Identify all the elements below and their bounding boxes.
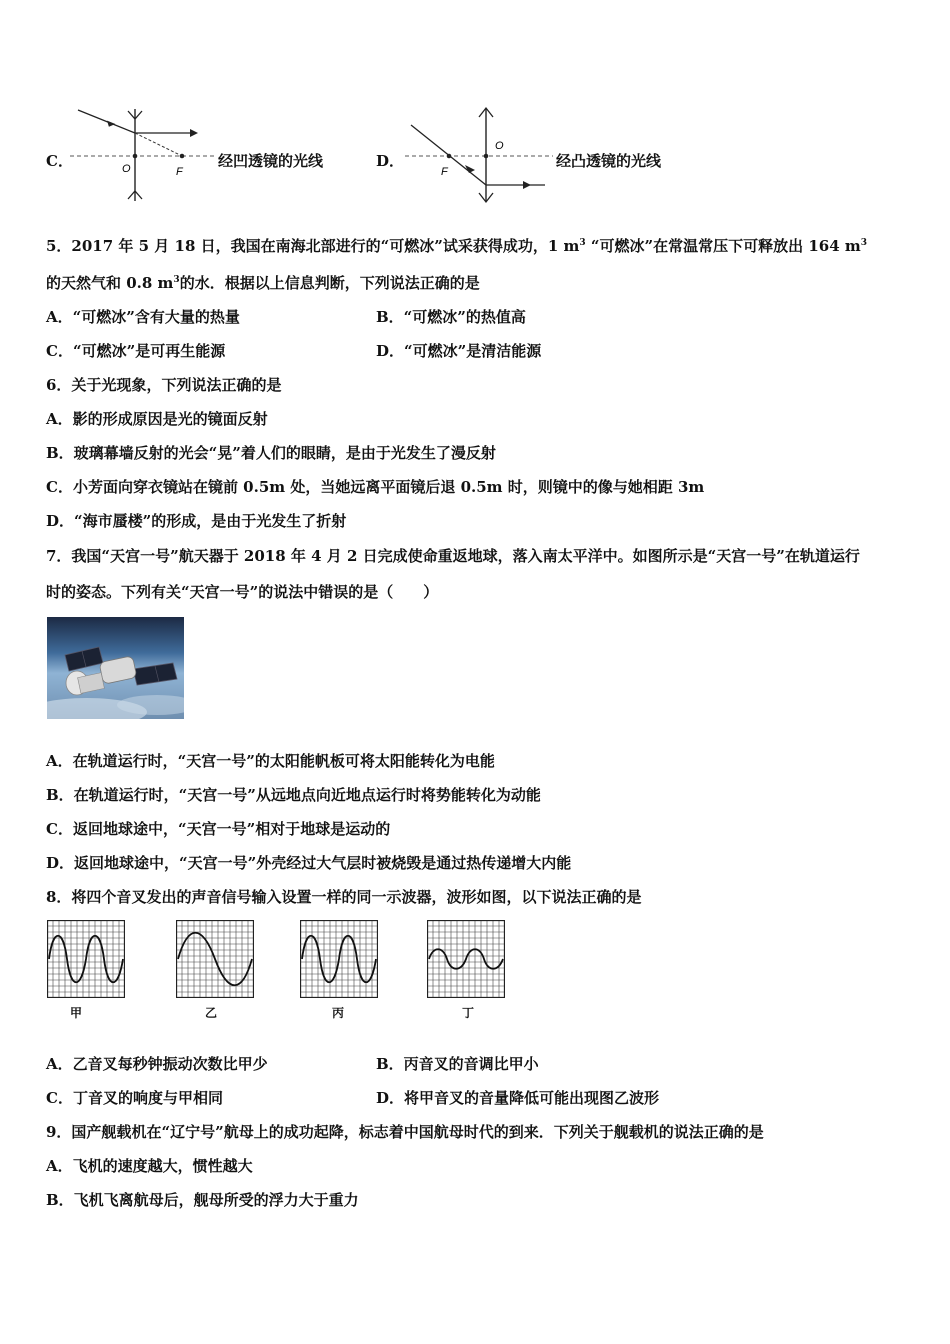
label-jia: 甲	[70, 1006, 83, 1020]
extension-line	[135, 133, 182, 156]
q8-option-b: B．丙音叉的音调比甲小	[376, 1055, 539, 1073]
oscilloscope-ding	[427, 920, 505, 998]
waveform	[429, 949, 503, 969]
q7-option-c: C．返回地球途中，“天宫一号”相对于地球是运动的	[46, 820, 391, 838]
waveform	[302, 936, 376, 983]
q5-option-c: C．“可燃冰”是可再生能源	[46, 342, 226, 360]
q5-option-d: D．“可燃冰”是清洁能源	[376, 342, 542, 360]
q5-stem-line2: 的天然气和 0.8 $m^3$的水．根据以上信息判断，下列说法正确的是	[46, 274, 480, 292]
q4-option-d-caption: 经凸透镜的光线	[556, 152, 662, 170]
q6-option-a: A．影的形成原因是光的镜面反射	[46, 410, 268, 428]
q4-option-c-letter: C．	[46, 152, 73, 170]
q8-option-a: A．乙音叉每秒钟振动次数比甲少	[46, 1055, 268, 1073]
incident-ray	[78, 110, 135, 133]
q7-stem-line2: 时的姿态。下列有关“天宫一号”的说法中错误的是（ ）	[46, 583, 439, 601]
q4-option-c-caption: 经凹透镜的光线	[218, 152, 324, 170]
q6-option-d: D．“海市蜃楼”的形成，是由于光发生了折射	[46, 512, 347, 530]
tiangong-photo	[47, 617, 184, 719]
q5-option-a: A．“可燃冰”含有大量的热量	[46, 308, 240, 326]
oscilloscope-bing	[300, 920, 378, 998]
q5-option-b: B．“可燃冰”的热值高	[376, 308, 526, 326]
q4-option-d-letter: D．	[376, 152, 405, 170]
point-f-label: F	[176, 166, 183, 178]
point-f-label: F	[441, 166, 448, 178]
oscilloscope-yi	[176, 920, 254, 998]
q9-option-a: A．飞机的速度越大，惯性越大	[46, 1157, 253, 1175]
label-yi: 乙	[205, 1006, 218, 1020]
q7-option-a: A．在轨道运行时，“天宫一号”的太阳能帆板可将太阳能转化为电能	[46, 752, 495, 770]
waveform	[178, 933, 252, 986]
q6-option-b: B．玻璃幕墙反射的光会“晃”着人们的眼睛，是由于光发生了漫反射	[46, 444, 496, 462]
label-bing: 丙	[332, 1006, 345, 1020]
q5-stem-line1: 5．2017 年 5 月 18 日，我国在南海北部进行的“可燃冰”试采获得成功，1 $m^3$ “可燃冰”在常温常压下可释放出 164 $m^3$	[46, 237, 868, 255]
oscilloscope-jia	[47, 920, 125, 998]
q7-option-b: B．在轨道运行时，“天宫一号”从远地点向近地点运行时将势能转化为动能	[46, 786, 541, 804]
q7-option-d: D．返回地球途中，“天宫一号”外壳经过大气层时被烧毁是通过热传递增大内能	[46, 854, 572, 872]
waveform	[49, 936, 123, 983]
point-o-label: O	[122, 163, 131, 175]
q7-stem-line1: 7．我国“天宫一号”航天器于 2018 年 4 月 2 日完成使命重返地球，落入南太平洋中。如图所示是“天宫一号”在轨道运行	[46, 547, 860, 565]
q9-stem: 9．国产舰载机在“辽宁号”航母上的成功起降，标志着中国航母时代的到来．下列关于舰载机的说法正确的是	[46, 1123, 764, 1141]
q8-option-d: D．将甲音叉的音量降低可能出现图乙波形	[376, 1089, 660, 1107]
q6-option-c: C．小芳面向穿衣镜站在镜前 0.5m 处，当她远离平面镜后退 0.5m 时，则镜中的像与她相距 3m	[46, 478, 705, 496]
q8-option-c: C．丁音叉的响度与甲相同	[46, 1089, 223, 1107]
q6-stem: 6．关于光现象，下列说法正确的是	[46, 376, 282, 394]
concave-lens-diagram	[70, 105, 220, 205]
q8-stem: 8．将四个音叉发出的声音信号输入设置一样的同一示波器，波形如图，以下说法正确的是	[46, 888, 642, 906]
label-ding: 丁	[462, 1006, 475, 1020]
point-o-label: O	[495, 140, 504, 152]
q9-option-b: B．飞机飞离航母后，舰母所受的浮力大于重力	[46, 1191, 359, 1209]
convex-lens-diagram	[405, 105, 555, 205]
